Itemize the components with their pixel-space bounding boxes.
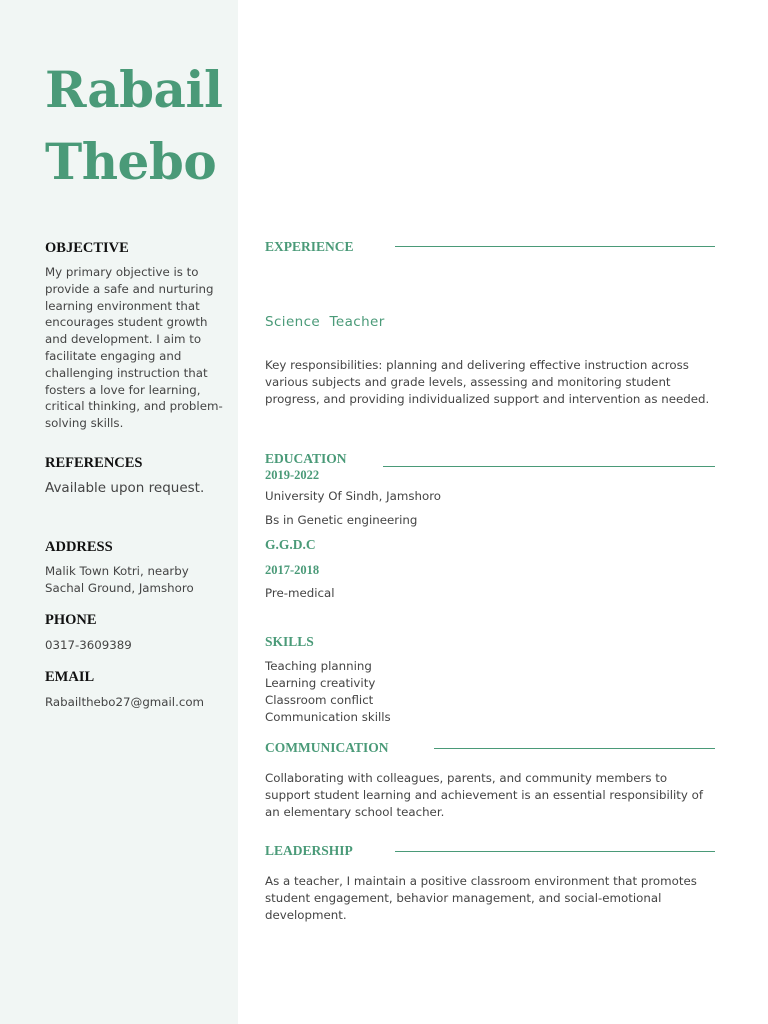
education-school-2: G.G.D.C [265, 537, 316, 552]
leadership-text: As a teacher, I maintain a positive classroom environment that promotes student engagement, behavior management, and social-emotional development. [265, 874, 697, 922]
communication-text: Collaborating with colleagues, parents, and community members to support student learning and achievement is an essential responsibility of an elementary school teacher. [265, 771, 703, 819]
address-heading: ADDRESS [45, 539, 113, 555]
objective-text: My primary objective is to provide a safe and nurturing learning environment that encourages student growth and development. I aim to facilitate engaging and challenging instruction that fosters a love for learning, critical thinking, and problem-solving skills. [45, 265, 223, 431]
experience-rule [395, 246, 715, 247]
address-text: Malik Town Kotri, nearby Sachal Ground, Jamshoro [45, 564, 194, 595]
name-last: Thebo [45, 132, 217, 191]
email-text: Rabailthebo27@gmail.com [45, 695, 205, 709]
education-years-2: 2017-2018 [265, 563, 320, 577]
name-first: Rabail [45, 60, 223, 119]
experience-description: Key responsibilities: planning and delivering effective instruction across various subjects and grade levels, assessing and monitoring student progress, and providing individualized support and intervention as needed. [265, 358, 710, 406]
communication-rule [434, 748, 715, 749]
phone-text: 0317-3609389 [45, 638, 132, 652]
phone-heading: PHONE [45, 612, 97, 628]
education-degree-1: Bs in Genetic engineering [265, 513, 418, 527]
education-heading: EDUCATION [265, 451, 347, 466]
job-title: Science Teacher [265, 314, 385, 330]
communication-heading: COMMUNICATION [265, 740, 389, 755]
references-heading: REFERENCES [45, 455, 143, 471]
skill-item: Teaching planning [265, 659, 372, 673]
email-heading: EMAIL [45, 669, 95, 685]
skill-item: Classroom conflict [265, 693, 374, 707]
objective-heading: OBJECTIVE [45, 240, 129, 256]
experience-heading: EXPERIENCE [265, 239, 354, 254]
skill-item: Learning creativity [265, 676, 376, 690]
education-years-1: 2019-2022 [265, 468, 320, 482]
skill-item: Communication skills [265, 710, 391, 724]
education-degree-2: Pre-medical [265, 586, 335, 600]
education-rule [383, 466, 715, 467]
references-text: Available upon request. [45, 480, 205, 496]
leadership-heading: LEADERSHIP [265, 843, 353, 858]
leadership-rule [395, 851, 715, 852]
skills-heading: SKILLS [265, 634, 314, 649]
education-school-1: University Of Sindh, Jamshoro [265, 489, 442, 503]
